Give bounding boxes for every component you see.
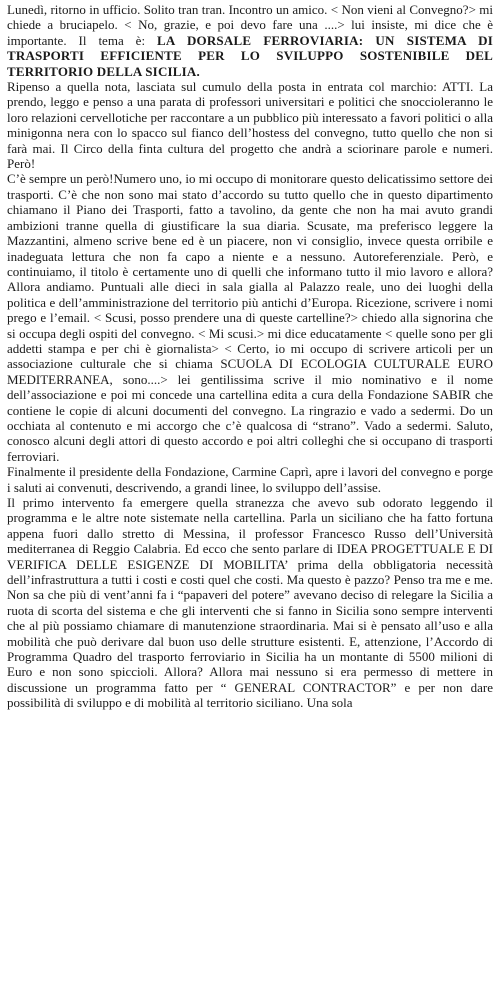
paragraph-president-opening: Finalmente il presidente della Fondazione, Carmine Caprì, apre i lavori del convegno e porge i saluti ai convenuti, descrivendo, a grandi linee, lo sviluppo dell’assise.	[7, 464, 493, 495]
paragraph-atti-note: Ripenso a quella nota, lasciata sul cumulo della posta in entrata col marchio: ATTI. La prendo, leggo e penso a una parata di professori universitari e politici che snoccioleranno le loro relazioni cervellotiche per raccontare a un pubblico più interessato a favori politici o alla minigonna nera con lo spacco sul fianco dell’hostess del convegno, tutto quello che non si farà mai. Il Circo della finta cultura del progetto che andrà a sciorinare parole e numeri. Però!	[7, 79, 493, 172]
intro-text: Lunedì, ritorno in ufficio. Solito tran tran. Incontro un amico. < Non vieni al Convegno?> mi chiede a bruciapelo. < No, grazie, e poi devo fare una ....> lui insiste, mi dice che è importante. Il tema è:	[7, 2, 493, 48]
convention-title: LA DORSALE FERROVIARIA: UN SISTEMA DI TRASPORTI EFFICIENTE PER LO SVILUPPO SOSTENIBILE DEL TERRITORIO DELLA SICILIA.	[7, 32, 493, 79]
paragraph-convention-arrival: C’è sempre un però!Numero uno, io mi occupo di monitorare questo delicatissimo settore dei trasporti. C’è che non sono mai stato d’accordo su tutto quello che in questo dipartimento chiamano il Piano dei Trasporti, fatto a tavolino, da gente che non ha mai avuto grandi ambizioni tranne quella di giustificare la sua diaria. Scusate, ma preferisco leggere la Mazzantini, almeno scrive bene ed è un piacere, non vi consiglio, invece questa orribile e inadeguata lettura che non fa capo a niente e a nessuno. Autoreferenziale. Però, e continuiamo, il titolo è certamente uno di quelli che informano tutto il mio lavoro e allora? Allora andiamo. Puntuali alle dieci in sala gialla al Palazzo reale, uno dei luoghi della politica e dell’amministrazione del territorio più antichi d’Europa. Ricezione, scrivere i nomi prego e l’email. < Scusi, posso prendere una di queste cartelline?> chiedo alla signorina che si occupa degli ospiti del convegno. < Mi scusi.> mi dice educatamente < quelle sono per gli addetti stampa e per chi è giornalista> < Certo, io mi occupo di scrivere articoli per un associazione culturale che si chiama SCUOLA DI ECOLOGIA CULTURALE EURO MEDITERRANEA, sono....> lei gentilissima scrive il mio nominativo e il nome dell’associazione e poi mi concede una cartellina edita a cura della Fondazione SABIR che contiene le copie di alcuni documenti del convegno. La ringrazio e vado a sedermi. Do un occhiata al contenuto e mi accorgo che c’è qualcosa di “strano”. Vado a sedermi. Saluto, conosco alcuni degli attori di questo accordo e poi altri colleghi che si occupano di trasporti ferroviari.	[7, 171, 493, 464]
paragraph-first-speech: Il primo intervento fa emergere quella stranezza che avevo sub odorato leggendo il programma e le altre note sistemate nella cartellina. Parla un siciliano che ha fatto fortuna appena fuori dallo stretto di Messina, il professor Francesco Russo dell’Università mediterranea di Reggio Calabria. Ed ecco che sento parlare di IDEA PROGETTUALE E DI VERIFICA DELLE ESIGENZE DI MOBILITA’ prima della obbligatoria necessità dell’infrastruttura a tutti i costi e costi quel che costi. Ma questo è pazzo? Penso tra me e me. Non sa che più di vent’anni fa i “papaveri del potere” avevano deciso di relegare la Sicilia a ruota di scorta del sistema e che gli interventi che si fanno in Sicilia sono sempre interventi che al più possiamo chiamare di manutenzione straordinaria. Mai si è pensato all’uso e alla mobilità che può derivare dal buon uso delle strutture esistenti. E, attenzione, l’Accordo di Programma Quadro del trasporto ferroviario in Sicilia ha un montante di 5500 milioni di Euro e non sono spiccioli. Allora? Allora mai nessuno si era permesso di mettere in discussione un programma fatto per “ GENERAL CONTRACTOR” e per non dare possibilità di sviluppo e di mobilità al territorio siciliano. Una sola	[7, 495, 493, 711]
paragraph-intro	[7, 2, 493, 79]
